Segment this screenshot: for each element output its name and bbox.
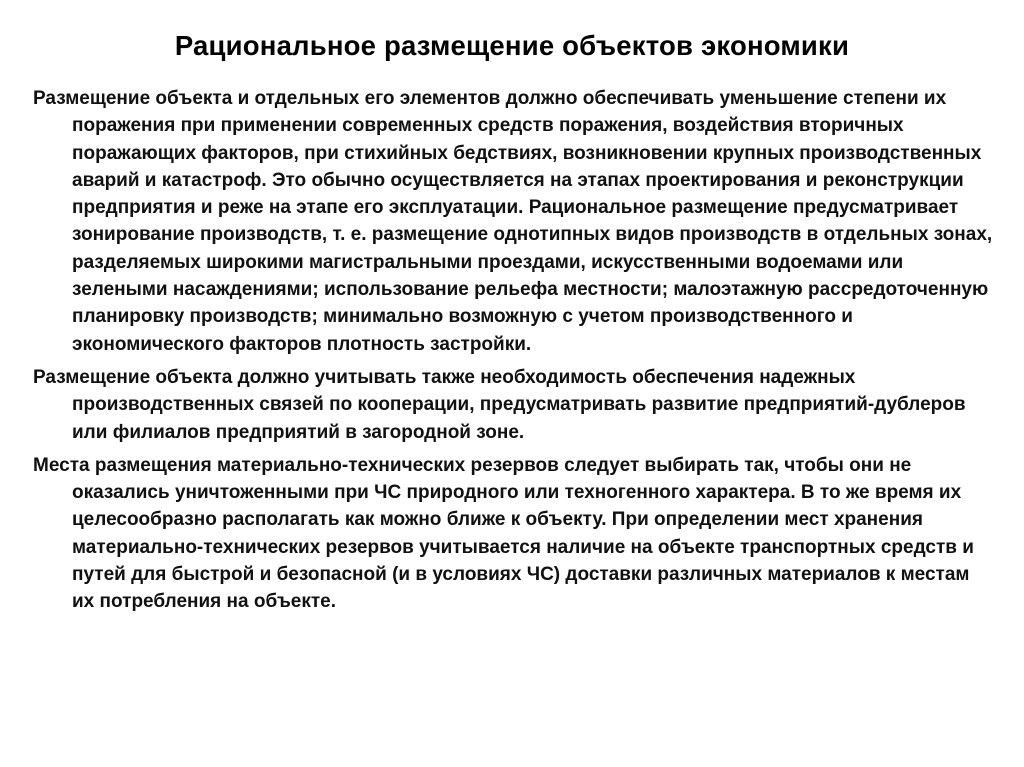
paragraph-3: Места размещения материально-технических резервов следует выбирать так, чтобы они не оказались уничтоженными при ЧС природного или техногенного характера. В то же время их целесообразно располагать как можно ближе к объекту. При определении мест хранения материально-технических резервов учитывается наличие на объекте транспортных средств и путей для быстрой и безопасной (и в условиях ЧС) доставки различных материалов к местам их потребления на объекте. (33, 454, 974, 613)
slide-title: Рациональное размещение объектов экономики (174, 30, 850, 61)
paragraph-2: Размещение объекта должно учитывать также необходимость обеспечения надежных производственных связей по кооперации, предусматривать развитие предприятий-дублеров или филиалов предприятий в загородной зоне. (33, 366, 966, 443)
slide-body (33, 85, 995, 616)
paragraph-1: Размещение объекта и отдельных его элементов должно обеспечивать уменьшение степени их поражения при применении современных средств поражения, воздействия вторичных поражающих факторов, при стихийных бедствиях, возникновении крупных производственных аварий и катастроф. Это обычно осуществляется на этапах проектирования и реконструкции предприятия и реже на этапе его эксплуатации. Рациональное размещение предусматривает зонирование производств, т. е. размещение однотипных видов производств в отдельных зонах, разделяемых широкими магистральными проездами, искусственными водоемами или зелеными насаждениями; использование рельефа местности; малоэтажную рассредоточенную планировку производств; минимально возможную с учетом производственного и экономического факторов плотность застройки. (33, 88, 993, 355)
